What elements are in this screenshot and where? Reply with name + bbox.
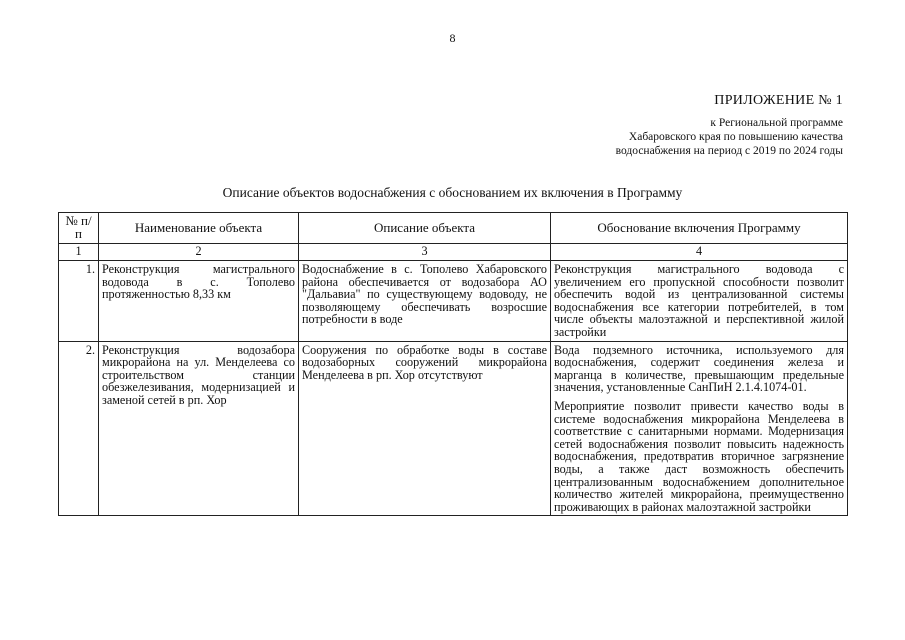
appendix-line: к Региональной программе [710, 117, 843, 129]
column-number: 2 [99, 244, 299, 261]
page-number: 8 [449, 31, 456, 45]
object-description: Водоснабжение в с. Тополево Хабаровского района обеспечивается от водозабора АО "Дальавиа" по существующему водоводу, не позволяющему обеспечивать возросшие потребности в воде [299, 261, 551, 342]
justification-paragraph: Реконструкция магистрального водовода с увеличением его пропускной способности позволит обеспечить водой из централизованной системы водоснабжения все категории потребителей, в том числе объекты малоэтажной и перспективной жилой застройки [554, 262, 844, 339]
justification-paragraph: Мероприятие позволит привести качество воды в системе водоснабжения микрорайона Менделеева в соответствие с санитарными нормами. Модернизация сетей водоснабжения позволит повысить надежность водоснабжения, предотвратив вторичное загрязнение воды, а также даст возможность обеспечить централизованным водоснабжением дополнительное количество жителей микрорайона, преимущественно проживающих в районах малоэтажной застройки [554, 398, 844, 514]
header-object-name: Наименование объекта [99, 213, 299, 244]
table-header-row [59, 213, 848, 244]
column-number: 4 [551, 244, 848, 261]
table-row [59, 341, 848, 516]
column-number: 3 [299, 244, 551, 261]
column-number-row [59, 244, 848, 261]
justification-paragraph: Вода подземного источника, используемого для водоснабжения, содержит соединения железа и марганца в количестве, превышающим предельные значения, установленные СанПиН 2.1.4.1074-01. [554, 342, 844, 395]
object-name: Реконструкция водозабора микрорайона на ул. Менделеева со строительством станции обезжелезивания, модернизацией и заменой сетей в рп. Хор [99, 341, 299, 516]
object-justification [551, 341, 848, 516]
objects-table [58, 212, 848, 516]
object-description: Сооружения по обработке воды в составе водозаборных сооружений микрорайона Менделеева в рп. Хор отсутствуют [299, 341, 551, 516]
table-row [59, 261, 848, 342]
header-justification: Обоснование включения Программу [551, 213, 848, 244]
header-object-description: Описание объекта [299, 213, 551, 244]
header-number: № п/п [59, 213, 99, 244]
row-number: 1. [59, 261, 99, 342]
appendix-line: Хабаровского края по повышению качества [628, 131, 843, 143]
object-name: Реконструкция магистрального водовода в с. Тополево протяженностью 8,33 км [99, 261, 299, 342]
column-number: 1 [59, 244, 99, 261]
row-number: 2. [59, 341, 99, 516]
appendix-line: водоснабжения на период с 2019 по 2024 годы [615, 145, 843, 157]
appendix-title: ПРИЛОЖЕНИЕ № 1 [714, 93, 843, 108]
object-justification [551, 261, 848, 342]
document-heading: Описание объектов водоснабжения с обоснованием их включения в Программу [222, 185, 683, 200]
appendix-block [616, 93, 843, 158]
